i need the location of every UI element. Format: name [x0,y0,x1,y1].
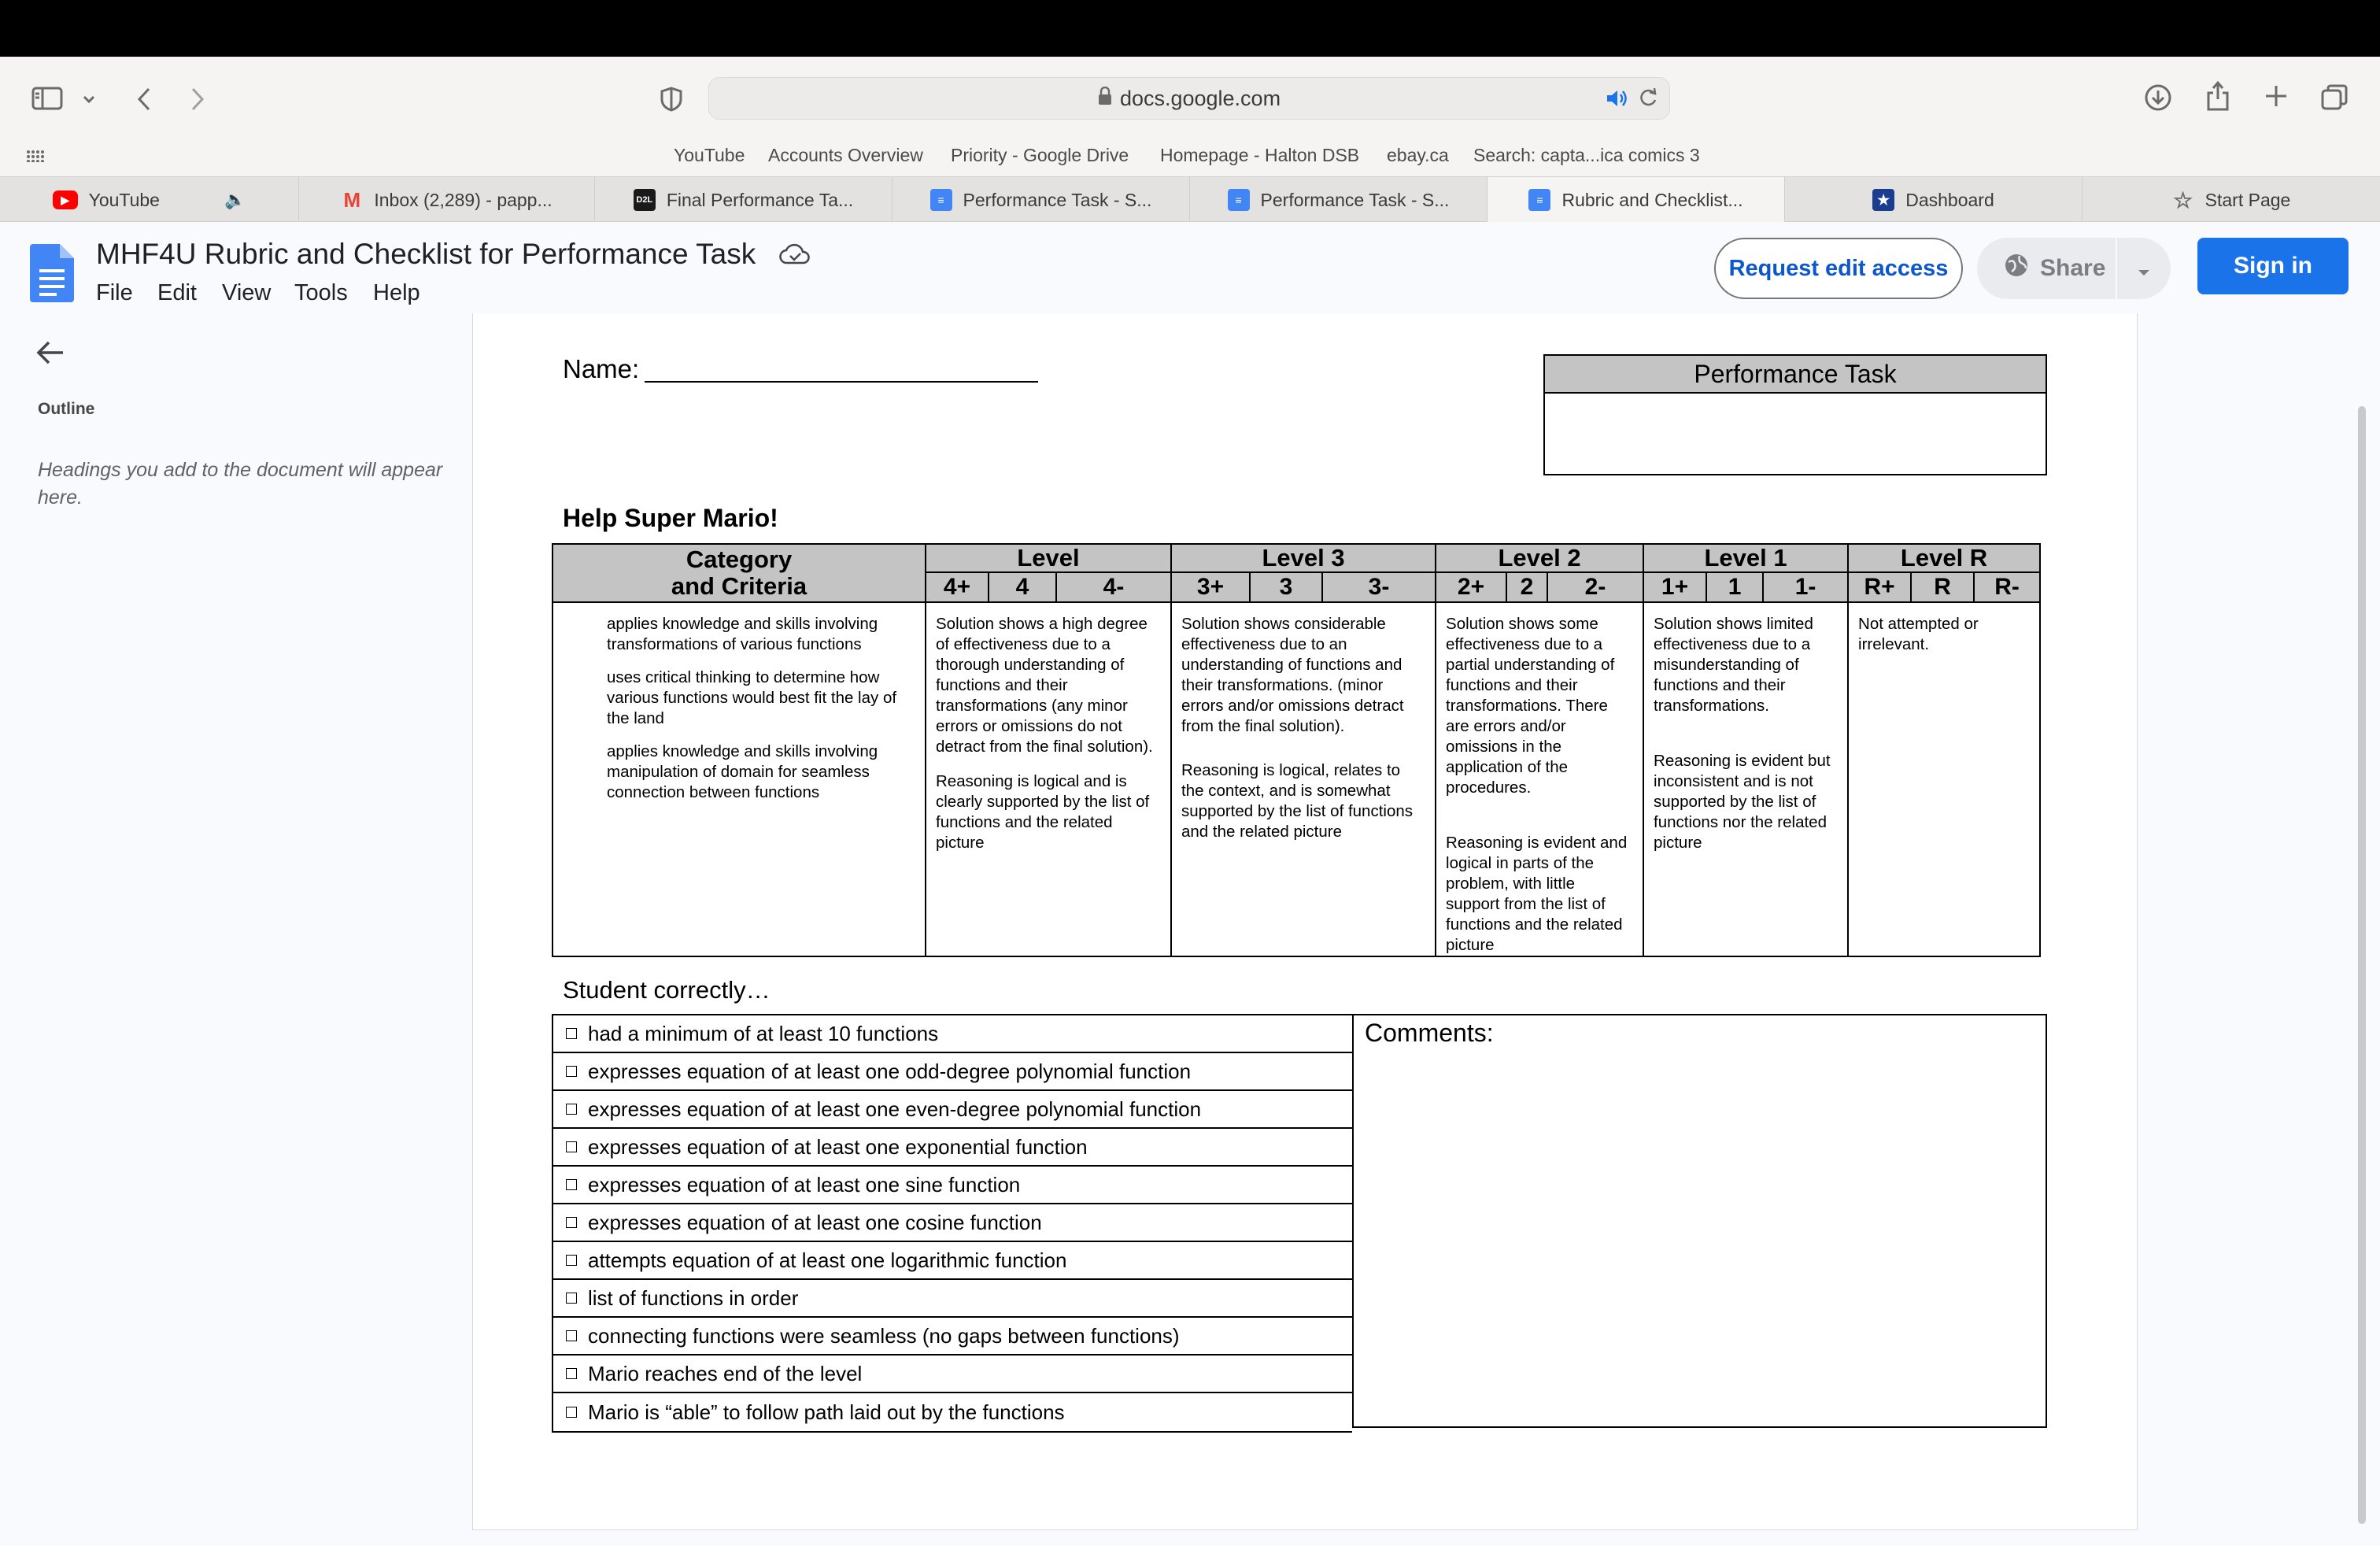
youtube-icon: ▶ [53,190,78,209]
checkbox[interactable] [566,1330,577,1341]
checklist [552,1014,1352,1433]
menu-edit[interactable]: Edit [157,280,197,305]
descriptor-solution: Solution shows limited effectiveness due to a misunderstanding of functions and their transformations. [1654,615,1813,715]
star-icon: ☆ [2173,187,2193,213]
performance-task-box [1543,354,2047,475]
tab-label: Inbox (2,289) - papp... [374,189,552,210]
checklist-label: attempts equation of at least one logarithmic function [588,1248,1067,1272]
reload-icon[interactable] [1638,87,1658,115]
sublevel-cell: R+ [1848,572,1911,602]
checkbox[interactable] [566,1293,577,1304]
gmail-icon: M [343,187,361,212]
level-4-header: Level [926,544,1171,572]
sublevel-cell: R- [1974,572,2040,602]
shield-icon[interactable] [658,85,685,113]
checkbox[interactable] [566,1066,577,1077]
checkbox[interactable] [566,1255,577,1266]
sublevel-cell: 1+ [1643,572,1706,602]
docs-logo-icon[interactable] [30,244,74,302]
checklist-item [553,1129,1352,1167]
checklist-item [553,1167,1352,1204]
sublevel-cell: 3 [1250,572,1322,602]
favorite-ebay[interactable]: ebay.ca [1387,145,1449,165]
descriptor-reasoning: Reasoning is logical, relates to the context, and is somewhat supported by the list of functions and the related picture [1181,761,1414,841]
globe-icon [2004,253,2029,284]
level-3-header: Level 3 [1171,544,1436,572]
checklist-label: expresses equation of at least one odd-degree polynomial function [588,1059,1192,1083]
checklist-item [553,1015,1352,1053]
outline-panel [0,313,456,1546]
sublevel-cell: 1- [1763,572,1848,602]
download-icon[interactable] [2142,82,2174,113]
favorite-search[interactable]: Search: capta...ica comics 3 [1473,145,1700,165]
level-4-descriptor [926,602,1171,956]
tab-inbox[interactable] [299,177,595,223]
level-2-descriptor [1436,602,1643,956]
name-line [645,381,1038,383]
favorites-bar [0,139,2380,173]
checklist-item [553,1091,1352,1129]
checklist-label: Mario reaches end of the level [588,1361,863,1385]
checklist-item [553,1393,1352,1431]
menu-file[interactable]: File [96,280,133,305]
tab-rubric-checklist[interactable] [1488,177,1785,223]
favorite-youtube[interactable]: YouTube [674,145,745,165]
sublevel-cell: 3+ [1171,572,1250,602]
checklist-label: expresses equation of at least one sine function [588,1172,1021,1196]
sublevel-cell: 2+ [1436,572,1506,602]
criterion: uses critical thinking to determine how various functions would best fit the lay of the land [607,668,897,727]
tab-final-performance[interactable] [595,177,893,223]
checklist-label: expresses equation of at least one cosine function [588,1210,1042,1234]
descriptor-reasoning: Reasoning is evident but inconsistent and is not supported by the list of functions nor the related picture [1654,752,1831,852]
sublevel-cell: 1 [1706,572,1763,602]
outline-title: Outline [38,400,95,418]
checklist-item [553,1280,1352,1318]
checklist-label: expresses equation of at least one exponential function [588,1134,1088,1159]
checkbox[interactable] [566,1217,577,1228]
browser-toolbar [0,57,2380,176]
tab-label: Final Performance Ta... [666,189,854,210]
vertical-scrollbar[interactable] [2358,406,2366,1524]
descriptor-solution: Not attempted or irrelevant. [1858,615,1979,653]
new-tab-icon[interactable] [2262,82,2290,110]
level-1-header: Level 1 [1643,544,1848,572]
level-1-descriptor [1643,602,1848,956]
sidebar-toggle-icon[interactable] [30,85,65,112]
docs-header [0,222,2380,313]
descriptor-solution: Solution shows some effectiveness due to a partial understanding of functions and their transformations. There are errors and/or omissions in the application of the procedures. [1446,615,1615,797]
menu-help[interactable]: Help [373,280,420,305]
rubric-table [552,543,2041,957]
checklist-item [553,1204,1352,1242]
tab-label: Dashboard [1905,189,1994,210]
tab-overview-icon[interactable] [2319,82,2350,113]
system-top-bar [0,0,2380,57]
tab-performance-task-2[interactable] [1190,177,1488,223]
checklist-label: connecting functions were seamless (no gaps between functions) [588,1323,1180,1348]
checkbox[interactable] [566,1179,577,1190]
cloud-status-icon[interactable] [779,242,811,270]
sublevel-cell: R [1911,572,1974,602]
d2l-icon: D2L [634,189,656,211]
docs-icon: ≡ [1228,189,1250,211]
checkbox[interactable] [566,1141,577,1152]
checklist-label: Mario is “able” to follow path laid out by the functions [588,1400,1065,1424]
criterion: applies knowledge and skills involving manipulation of domain for seamless connection between functions [607,742,878,801]
document-page [472,313,2138,1530]
docs-workspace [0,313,2380,1546]
checklist-label: expresses equation of at least one even-degree polynomial function [588,1097,1202,1121]
tab-label: Start Page [2204,189,2291,210]
tab-label: YouTube [88,189,160,210]
tab-strip [0,176,2380,222]
checkbox[interactable] [566,1028,577,1039]
sublevel-cell: 4- [1056,572,1171,602]
sublevel-cell: 2 [1506,572,1547,602]
checklist-item [553,1242,1352,1280]
star-badge-icon: ★ [1872,189,1894,211]
comments-box [1352,1014,2047,1428]
tab-label: Performance Task - S... [1260,189,1450,210]
level-2-header: Level 2 [1436,544,1643,572]
level-r-descriptor [1848,602,2040,956]
share-label: Share [2040,255,2106,281]
lock-icon [1098,87,1112,111]
checklist-label: list of functions in order [588,1285,799,1310]
tab-performance-task-1[interactable] [893,177,1190,223]
tab-dashboard[interactable] [1785,177,2082,223]
docs-icon: ≡ [1528,189,1550,211]
sign-in-button[interactable]: Sign in [2197,238,2349,294]
checklist-item [553,1318,1352,1356]
favorite-accounts-overview[interactable]: Accounts Overview [768,145,923,165]
document-title[interactable]: MHF4U Rubric and Checklist for Performance Task [96,238,756,270]
favorite-halton-dsb[interactable]: Homepage - Halton DSB [1160,145,1360,165]
category-header-line2: and Criteria [671,572,808,600]
sublevel-cell: 2- [1547,572,1643,602]
share-icon[interactable] [2204,79,2232,113]
favorite-priority-drive[interactable]: Priority - Google Drive [951,145,1129,165]
sublevel-cell: 4 [989,572,1056,602]
tab-label: Performance Task - S... [963,189,1152,210]
share-button[interactable] [1977,238,2171,299]
comments-label: Comments: [1365,1019,1494,1047]
checklist-label: had a minimum of at least 10 functions [588,1021,939,1045]
address-bar[interactable] [708,77,1670,120]
level-3-descriptor [1171,602,1436,956]
menu-view[interactable]: View [222,280,272,305]
outline-hint: Headings you add to the document will appear here. [38,459,443,509]
chevron-down-icon[interactable] [80,91,98,107]
forward-icon[interactable] [186,83,209,115]
address-text: docs.google.com [1119,86,1281,110]
criterion: applies knowledge and skills involving transformations of various functions [607,615,878,653]
checkbox[interactable] [566,1407,577,1418]
descriptor-reasoning: Reasoning is evident and logical in parts of the problem, with little support from the list of functions and the related picture [1446,834,1628,954]
request-edit-access-button[interactable]: Request edit access [1714,238,1963,299]
checkbox[interactable] [566,1104,577,1115]
back-icon[interactable] [132,83,156,115]
tab-youtube[interactable] [0,177,299,223]
level-r-header: Level R [1848,544,2040,572]
menu-tools[interactable]: Tools [294,280,348,305]
share-dropdown-icon[interactable] [2136,260,2152,287]
sublevel-cell: 4+ [926,572,989,602]
apps-grid-icon[interactable] [25,148,46,164]
checkbox[interactable] [566,1368,577,1379]
student-correctly-heading: Student correctly… [563,976,771,1004]
checklist-item [553,1053,1352,1091]
criteria-cell [552,602,926,956]
back-arrow-icon[interactable] [35,337,66,372]
tab-label: Rubric and Checklist... [1561,189,1743,210]
descriptor-solution: Solution shows a high degree of effectiveness due to a thorough understanding of functions and their transformations (any minor errors or omissions do not detract from the final solution). [936,615,1153,756]
tab-start-page[interactable] [2082,177,2380,223]
name-label: Name: [563,354,640,383]
speaker-icon[interactable] [1605,87,1628,115]
help-title: Help Super Mario! [563,504,778,532]
category-header [552,544,926,602]
category-header-line1: Category [686,546,793,573]
docs-icon: ≡ [930,189,952,211]
checklist-item [553,1356,1352,1393]
descriptor-reasoning: Reasoning is logical and is clearly supported by the list of functions and the related picture [936,772,1150,852]
descriptor-solution: Solution shows considerable effectiveness due to an understanding of functions and their transformations. (minor errors and/or omissions detract from the final solution). [1181,615,1404,735]
sublevel-cell: 3- [1322,572,1436,602]
speaker-icon[interactable]: 🔈 [224,190,246,209]
performance-task-header: Performance Task [1545,356,2046,394]
